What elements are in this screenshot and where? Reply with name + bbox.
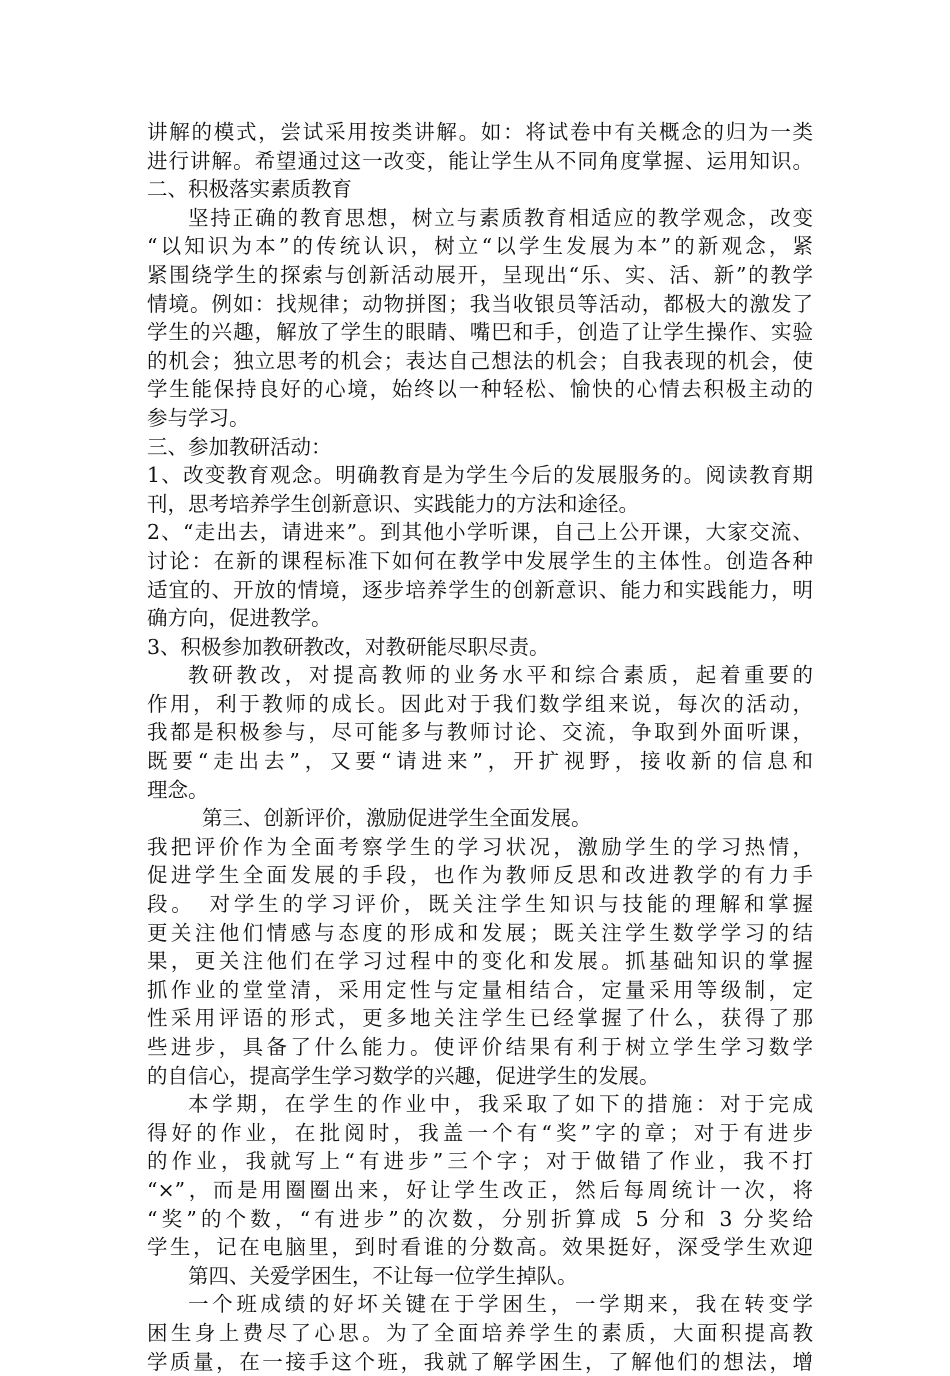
text-line: 第四、关爱学困生，不让每一位学生掉队。 [188,1263,578,1288]
text-line: 些进步，具备了什么能力。使评价结果有利于树立学生学习数学 [147,1035,813,1059]
text-line: 抓作业的堂堂清，采用定性与定量相结合，定量采用等级制，定 [147,977,813,1002]
text-line: 讲解的模式，尝试采用按类讲解。如：将试卷中有关概念的归为一类 [147,120,813,144]
text-line: 我把评价作为全面考察学生的学习状况，激励学生的学习热情， [147,834,813,859]
text-line: 确方向，促进教学。 [147,606,332,631]
text-line: 进行讲解。希望通过这一改变，能让学生从不同角度掌握、运用知识。 [147,148,813,173]
text-line: “奖”的个数，“有进步”的次数，分别折算成 5 分和 3 分奖给 [147,1206,813,1231]
text-line: 一个班成绩的好坏关键在于学困生，一学期来，我在转变学 [188,1292,813,1317]
text-line: 1、改变教育观念。明确教育是为学生今后的发展服务的。阅读教育期 [147,463,813,488]
text-line: 二、积极落实素质教育 [147,177,352,202]
text-line: 促进学生全面发展的手段，也作为教师反思和改进教学的有力手 [147,863,813,888]
text-line: 我都是积极参与，尽可能多与教师讨论、交流，争取到外面听课， [147,720,813,745]
text-line: 参与学习。 [147,405,250,430]
text-line: 更关注他们情感与态度的形成和发展；既关注学生数学学习的结 [147,920,813,945]
text-line: 坚持正确的教育思想，树立与素质教育相适应的教学观念，改变 [188,205,813,230]
text-line: 情境。例如：找规律；动物拼图；我当收银员等活动，都极大的激发了 [147,291,813,316]
text-line: 第三、创新评价，激励促进学生全面发展。 [202,806,592,831]
text-line: 果，更关注他们在学习过程中的变化和发展。抓基础知识的掌握 [147,949,813,974]
text-line: 3、积极参加教研教改，对教研能尽职尽责。 [147,634,550,659]
text-line: 三、参加教研活动： [147,434,332,459]
text-line: 困生身上费尽了心思。为了全面培养学生的素质，大面积提高教 [147,1320,813,1345]
text-line: 2、“走出去，请进来”。到其他小学听课，自己上公开课，大家交流、 [147,520,813,545]
text-line: 的机会；独立思考的机会；表达自己想法的机会；自我表现的机会，使 [147,348,813,373]
text-line: 理念。 [147,777,209,802]
document-page [147,118,813,1376]
text-line: 学生能保持良好的心境，始终以一种轻松、愉快的心情去积极主动的 [147,377,813,402]
text-line: 学生的兴趣，解放了学生的眼睛、嘴巴和手，创造了让学生操作、实验 [147,320,813,345]
text-line: 刊，思考培养学生创新意识、实践能力的方法和途径。 [147,491,639,516]
text-line: “以知识为本”的传统认识，树立“以学生发展为本”的新观念，紧 [147,234,813,259]
text-line: 段。 对学生的学习评价，既关注学生知识与技能的理解和掌握 [147,892,813,917]
text-line: 的作业，我就写上“有进步”三个字；对于做错了作业，我不打 [147,1149,813,1174]
text-line: 适宜的、开放的情境，逐步培养学生的创新意识、能力和实践能力，明 [147,577,813,602]
text-line: 既要“走出去”，又要“请进来”，开扩视野，接收新的信息和 [147,749,813,774]
text-line: “×”，而是用圈圈出来，好让学生改正，然后每周统计一次，将 [147,1177,813,1202]
text-line: 本学期，在学生的作业中，我采取了如下的措施：对于完成 [188,1092,813,1117]
text-line: 教研教改，对提高教师的业务水平和综合素质，起着重要的 [188,663,813,688]
text-line: 讨论：在新的课程标准下如何在教学中发展学生的主体性。创造各种 [147,548,813,573]
text-line: 学质量，在一接手这个班，我就了解学困生，了解他们的想法，增 [147,1349,813,1374]
text-line: 紧围绕学生的探索与创新活动展开，呈现出“乐、实、活、新”的教学 [147,262,813,287]
text-line: 作用，利于教师的成长。因此对于我们数学组来说，每次的活动， [147,691,813,716]
text-line: 的自信心，提高学生学习数学的兴趣，促进学生的发展。 [147,1063,660,1088]
text-line: 得好的作业，在批阅时，我盖一个有“奖”字的章；对于有进步 [147,1120,813,1145]
text-line: 性采用评语的形式，更多地关注学生已经掌握了什么，获得了那 [147,1006,813,1031]
text-line: 学生，记在电脑里，到时看谁的分数高。效果挺好，深受学生欢迎 [147,1235,813,1260]
